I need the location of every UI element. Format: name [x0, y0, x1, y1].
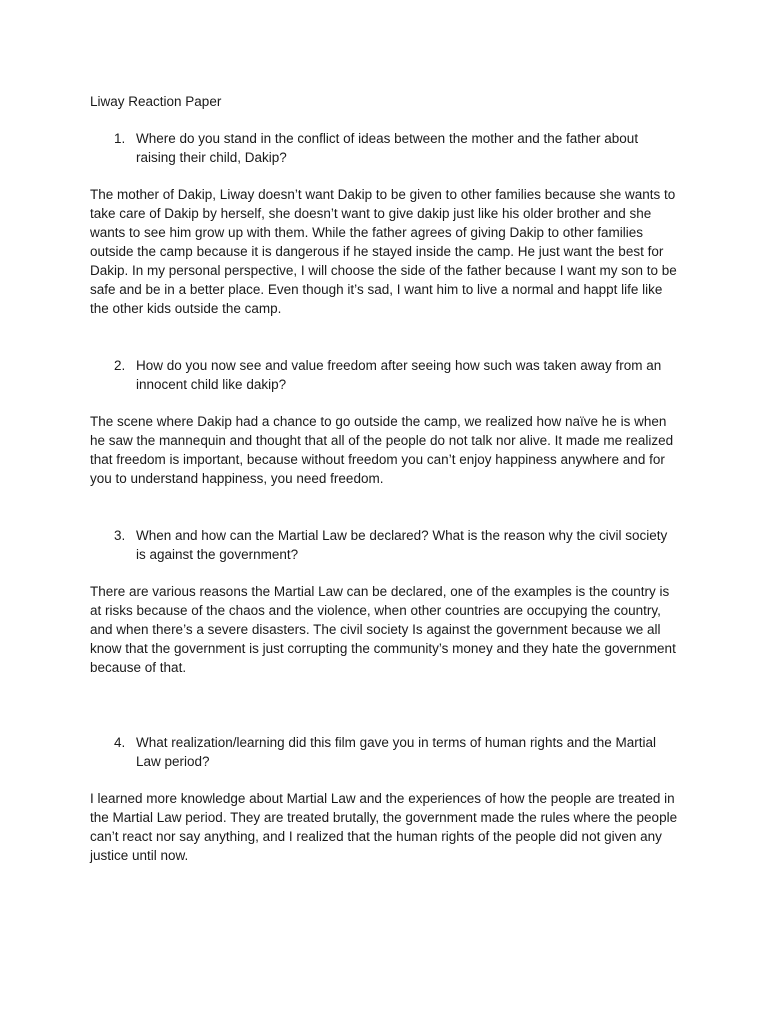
question-number: 3. — [114, 528, 126, 543]
question-text: What realization/learning did this film gave you in terms of human rights and the Martial Law period? — [136, 735, 657, 769]
question-1 — [90, 129, 678, 167]
question-number: 4. — [114, 735, 126, 750]
question-number: 2. — [114, 358, 126, 373]
answer-1: The mother of Dakip, Liway doesn’t want Dakip to be given to other families because she wants to take care of Dakip by herself, she doesn’t want to give dakip just like his older brother and she wants to see him grow up with them. While the father agrees of giving Dakip to other families outside the camp because it is dangerous if he stayed inside the camp. He just want the best for Dakip. In my personal perspective, I will choose the side of the father because I want my son to be safe and be in a better place. Even though it’s sad, I want him to live a normal and happt life like the other kids outside the camp. — [90, 187, 677, 316]
answer-2: The scene where Dakip had a chance to go outside the camp, we realized how naïve he is when he saw the mannequin and thought that all of the people do not talk nor alive. It made me realized that freedom is important, because without freedom you can’t enjoy happiness anywhere and for you to understand happiness, you need freedom. — [90, 414, 674, 486]
answer-3: There are various reasons the Martial Law can be declared, one of the examples is the country is at risks because of the chaos and the violence, when other countries are occupying the country, and when there’s a severe disasters. The civil society Is against the government because we all know that the government is just corrupting the community’s money and they hate the government because of that. — [90, 584, 676, 675]
question-4 — [90, 733, 678, 771]
answer-4: I learned more knowledge about Martial Law and the experiences of how the people are treated in the Martial Law period. They are treated brutally, the government made the rules where the people can’t react nor say anything, and I realized that the human rights of the people did not given any justice until now. — [90, 791, 678, 863]
question-text: How do you now see and value freedom after seeing how such was taken away from an innocent child like dakip? — [136, 358, 662, 392]
document-title: Liway Reaction Paper — [90, 94, 222, 109]
question-text: Where do you stand in the conflict of ideas between the mother and the father about raising their child, Dakip? — [136, 131, 639, 165]
question-2 — [90, 356, 678, 394]
section-spacer — [90, 677, 678, 733]
question-text: When and how can the Martial Law be declared? What is the reason why the civil society is against the government? — [136, 528, 668, 562]
question-number: 1. — [114, 131, 126, 146]
question-3 — [90, 526, 678, 564]
section-spacer — [90, 318, 678, 356]
section-spacer — [90, 488, 678, 526]
